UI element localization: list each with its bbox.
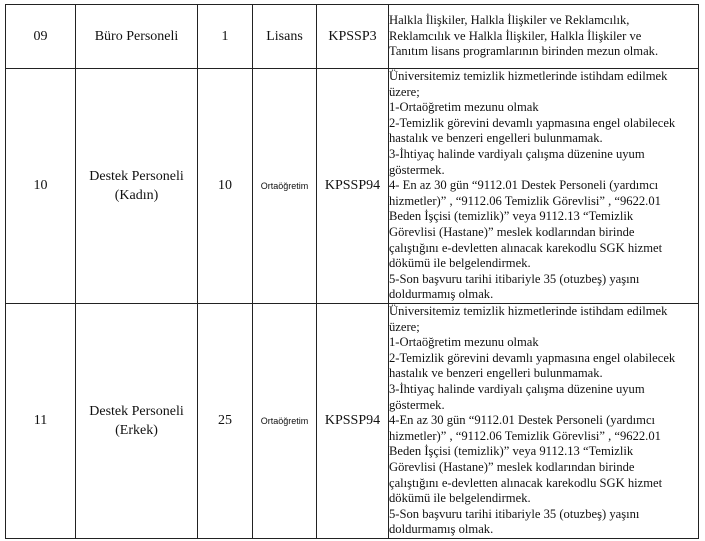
position-title <box>76 304 198 539</box>
requirement-line: üzere; <box>389 84 420 99</box>
requirement-line: doldurmamış olmak. <box>389 287 494 302</box>
kpss-score-type: KPSSP3 <box>317 5 389 69</box>
requirement-line: hizmetler)” , “9112.06 Temizlik Görevlisi” , “9622.01 <box>389 428 661 443</box>
position-count: 10 <box>198 69 253 304</box>
requirements-cell <box>389 5 699 69</box>
requirement-line: 5-Son başvuru tarihi itibariyle 35 (otuzbeş) yaşını <box>389 506 640 521</box>
requirement-line: 3-İhtiyaç halinde vardiyalı çalışma düzenine uyum <box>389 381 645 396</box>
requirement-line: 4-En az 30 gün “9112.01 Destek Personeli (yardımcı <box>389 413 656 428</box>
requirement-line: Üniversitemiz temizlik hizmetlerinde istihdam edilmek <box>389 304 668 318</box>
position-count: 25 <box>198 304 253 539</box>
position-title-line: (Erkek) <box>115 422 158 438</box>
table-row <box>6 69 699 304</box>
requirement-line: Beden İşçisi (temizlik)” veya 9112.13 “Temizlik <box>389 444 634 459</box>
position-title-line: Destek Personeli <box>89 169 184 184</box>
requirement-line: 4- En az 30 gün “9112.01 Destek Personeli (yardımcı <box>389 178 659 193</box>
requirement-line: çalıştığını e-devletten alınacak karekodlu SGK hizmet <box>389 240 663 255</box>
requirement-line: 5-Son başvuru tarihi itibariyle 35 (otuzbeş) yaşını <box>389 271 640 286</box>
requirement-line: 2-Temizlik görevini devamlı yapmasına engel olabilecek <box>389 115 676 130</box>
requirement-line: çalıştığını e-devletten alınacak karekodlu SGK hizmet <box>389 475 663 490</box>
kpss-score-type: KPSSP94 <box>317 69 389 304</box>
requirements-cell <box>389 304 699 539</box>
position-number: 11 <box>6 304 76 539</box>
requirement-line: hizmetler)” , “9112.06 Temizlik Görevlisi” , “9622.01 <box>389 193 661 208</box>
table-row <box>6 5 699 69</box>
table-row <box>6 304 699 539</box>
requirement-line: doldurmamış olmak. <box>389 522 494 537</box>
requirement-line: Tanıtım lisans programlarının birinden mezun olmak. <box>389 44 659 59</box>
requirement-line: dökümü ile belgelendirmek. <box>389 491 531 506</box>
requirement-line: dökümü ile belgelendirmek. <box>389 256 531 271</box>
position-number: 10 <box>6 69 76 304</box>
requirement-line: üzere; <box>389 319 420 334</box>
requirement-line: göstermek. <box>389 397 445 412</box>
position-title-line: Destek Personeli <box>89 403 184 419</box>
requirement-line: Görevlisi (Hastane)” meslek kodlarından birinde <box>389 459 635 474</box>
position-count: 1 <box>198 5 253 69</box>
requirement-line: hastalık ve benzeri engelleri bulunmamak. <box>389 131 603 146</box>
requirement-line: Görevlisi (Hastane)” meslek kodlarından birinde <box>389 224 635 239</box>
kpss-score-type: KPSSP94 <box>317 304 389 539</box>
position-title-line: (Kadın) <box>114 188 159 203</box>
position-title <box>76 69 198 304</box>
position-number: 09 <box>6 5 76 69</box>
requirement-line: Halkla İlişkiler, Halkla İlişkiler ve Reklamcılık, <box>389 13 630 28</box>
requirement-line: Reklamcılık ve Halkla İlişkiler, Halkla İlişkiler ve <box>389 28 642 43</box>
position-title <box>76 5 198 69</box>
education-level: Ortaöğretim <box>253 304 317 539</box>
education-level: Lisans <box>253 5 317 69</box>
requirement-line: 1-Ortaöğretim mezunu olmak <box>389 100 539 115</box>
requirement-line: Beden İşçisi (temizlik)” veya 9112.13 “Temizlik <box>389 209 634 224</box>
requirement-line: göstermek. <box>389 162 445 177</box>
education-level: Ortaöğretim <box>253 69 317 304</box>
requirement-line: 2-Temizlik görevini devamlı yapmasına engel olabilecek <box>389 350 676 365</box>
requirement-line: hastalık ve benzeri engelleri bulunmamak. <box>389 366 603 381</box>
position-title-line: Büro Personeli <box>94 29 179 44</box>
requirement-line: Üniversitemiz temizlik hizmetlerinde istihdam edilmek <box>389 69 668 84</box>
requirement-line: 3-İhtiyaç halinde vardiyalı çalışma düzenine uyum <box>389 147 645 162</box>
requirement-line: 1-Ortaöğretim mezunu olmak <box>389 335 539 350</box>
positions-table <box>5 4 699 539</box>
requirements-cell <box>389 69 699 304</box>
